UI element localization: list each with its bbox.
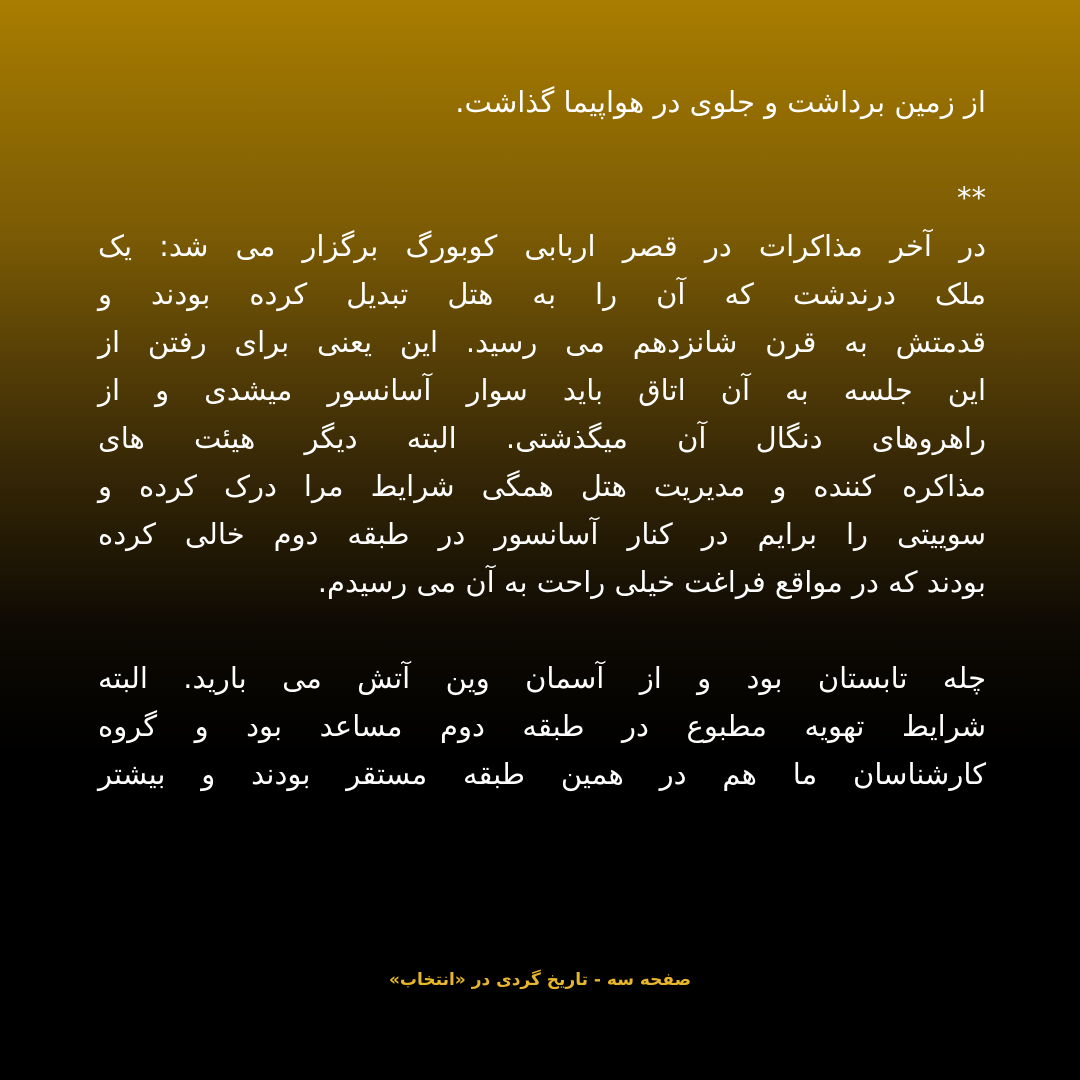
section-separator: **	[957, 181, 986, 215]
paragraph-2	[98, 654, 986, 798]
paragraph-line: ملک درندشت که آن را به هتل تبدیل کرده بودند و	[98, 277, 986, 311]
paragraph-line: مذاکره کننده و مدیریت هتل همگی شرایط مرا درک کرده و	[98, 469, 986, 503]
paragraph-line: در آخر مذاکرات در قصر اربابی کوبورگ برگزار می شد: یک	[98, 229, 986, 263]
paragraph-line: بودند که در مواقع فراغت خیلی راحت به آن می رسیدم.	[317, 565, 986, 599]
paragraph-line: چله تابستان بود و از آسمان وین آتش می بارید. البته	[98, 661, 986, 695]
paragraph-line: سوییتی را برایم در کنار آسانسور در طبقه دوم خالی کرده	[98, 517, 986, 551]
paragraph-line: شرایط تهویه مطبوع در طبقه دوم مساعد بود و گروه	[98, 709, 986, 743]
paragraph-line: کارشناسان ما هم در همین طبقه مستقر بودند و بیشتر	[98, 757, 986, 791]
page-body	[98, 78, 986, 798]
page-footer: صفحه سه - تاریخ گردی در «انتخاب»	[388, 970, 692, 990]
paragraph-line: راهروهای دنگال آن میگذشتی. البته دیگر هیئت های	[98, 421, 986, 455]
paragraph-line: قدمتش به قرن شانزدهم می رسید. این یعنی برای رفتن از	[98, 325, 986, 359]
intro-line: از زمین برداشت و جلوی در هواپیما گذاشت.	[455, 85, 986, 119]
spacer	[98, 126, 986, 174]
spacer	[98, 606, 986, 654]
paragraph-1	[98, 222, 986, 606]
paragraph-line: این جلسه به آن اتاق باید سوار آسانسور میشدی و از	[98, 373, 986, 407]
